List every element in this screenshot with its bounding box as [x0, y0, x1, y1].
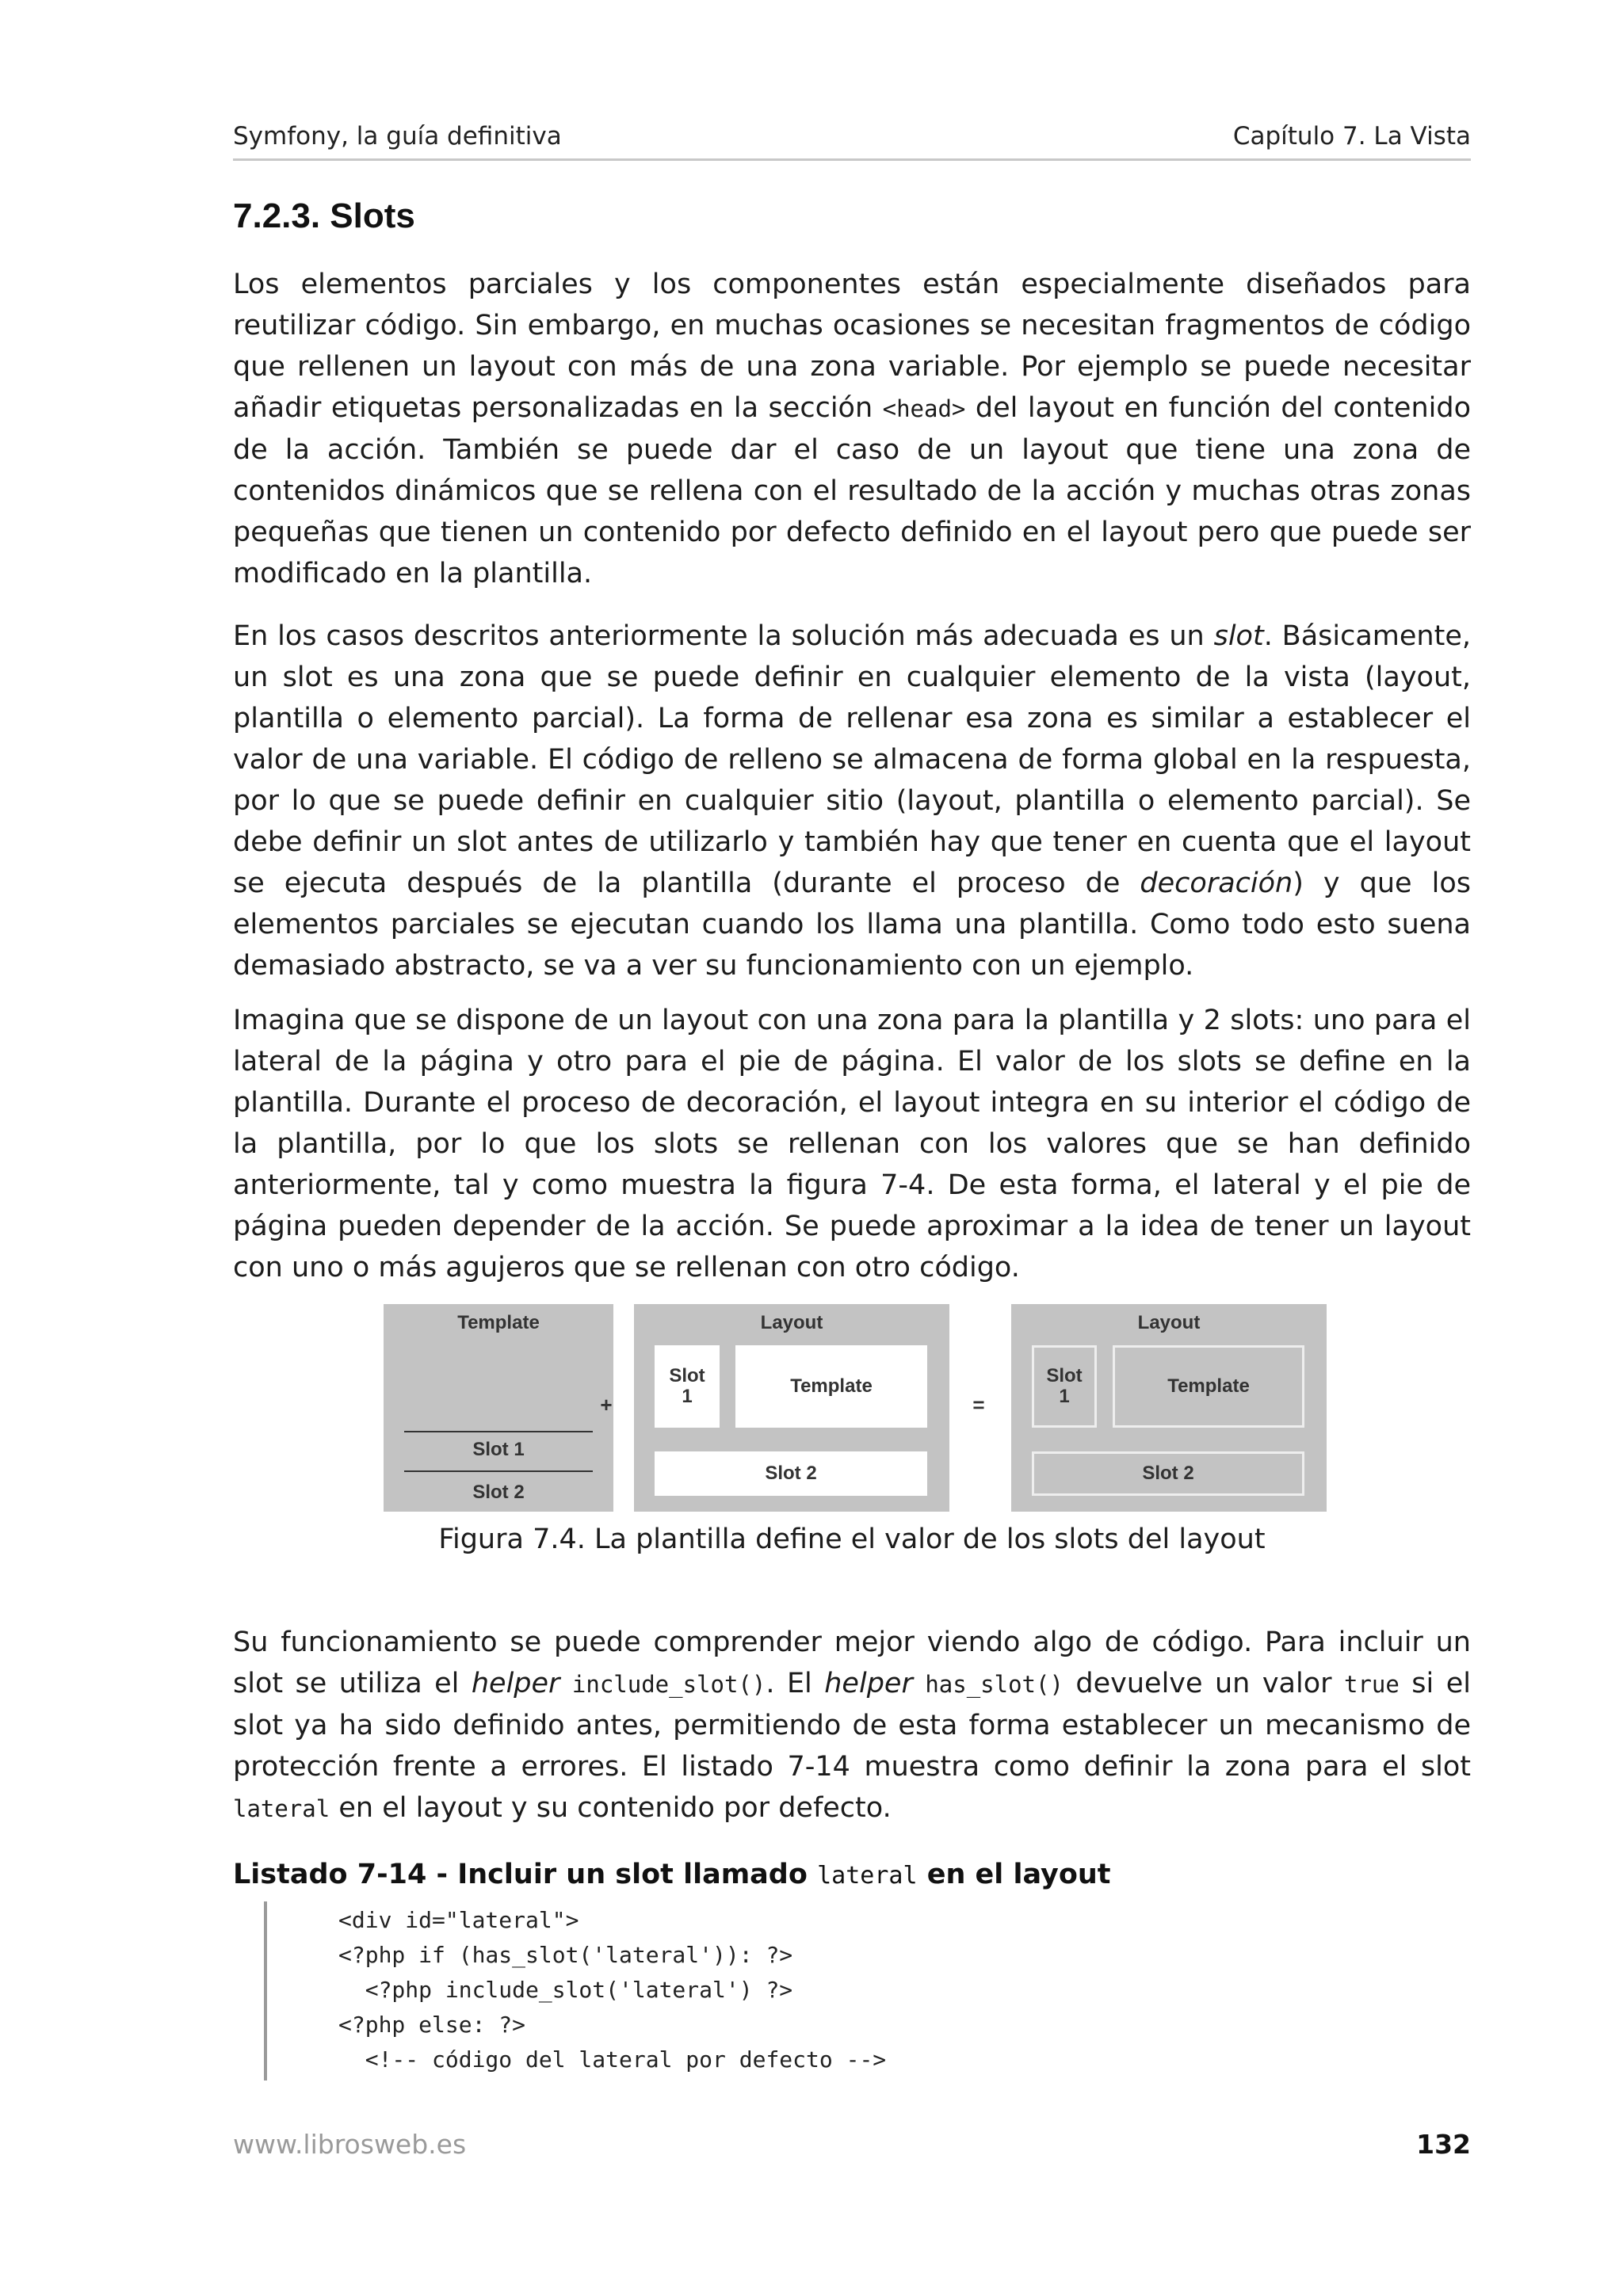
template-box-title: Template [457, 1312, 540, 1333]
paragraph-1: Los elementos parciales y los componentes están especialmente diseñados para reutilizar código. Sin embargo, en muchas ocasiones se necesitan fragmentos de código que rellenen un layout con más de una zona variable. Por ejemplo se puede necesitar añadir etiquetas personalizadas en la sección <head> del layout en función del contenido de la acción. También se puede dar el caso de un layout que tiene una zona de contenidos dinámicos que se rellena con el resultado de la acción y muchas otras zonas pequeñas que tienen un contenido por defecto definido en el layout pero que puede ser modificado en la plantilla. [233, 269, 1471, 589]
result-template-area: Template [1113, 1345, 1304, 1428]
figure-caption: Figura 7.4. La plantilla define el valor de los slots del layout [438, 1524, 1266, 1555]
separator-line [404, 1431, 593, 1432]
template-slot-1-label: Slot 1 [472, 1439, 525, 1460]
footer-url: www.librosweb.es [233, 2129, 467, 2160]
equals-sign: = [972, 1393, 985, 1417]
layout-box-title: Layout [760, 1312, 823, 1333]
result-slot-2: Slot 2 [1032, 1451, 1304, 1496]
layout-template-area: Template [735, 1345, 927, 1428]
result-box-title: Layout [1137, 1312, 1201, 1333]
code-listing [264, 1901, 1377, 2081]
book-title: Symfony, la guía definitiva [233, 122, 562, 151]
listing-title: Listado 7-14 - Incluir un slot llamado lateral en el layout [233, 1859, 1111, 1890]
template-box [384, 1304, 613, 1512]
chapter-title: Capítulo 7. La Vista [1232, 122, 1471, 151]
result-layout-box [1011, 1304, 1327, 1512]
paragraph-4: Su funcionamiento se puede comprender mejor viendo algo de código. Para incluir un slot se utiliza el helper include_slot(). El helper has_slot() devuelve un valor true si el slot ya ha sido definido antes, permitiendo de esta forma establecer un mecanismo de protección frente a errores. El listado 7-14 muestra como definir la zona para el slot lateral en el layout y su contenido por defecto. [233, 1627, 1471, 1824]
running-header [233, 119, 1471, 161]
paragraph-3: Imagina que se dispone de un layout con una zona para la plantilla y 2 slots: uno para el lateral de la página y otro para el pie de página. El valor de los slots se define en la plantilla. Durante el proceso de decoración, el layout integra en su interior el código de la plantilla, por lo que los slots se rellenan con los valores que se han definido anteriormente, tal y como muestra la figura 7-4. De esta forma, el lateral y el pie de página pueden depender de la acción. Se puede aproximar a la idea de tener un layout con uno o más agujeros que se rellenan con otro código. [233, 1005, 1471, 1283]
template-slot-2-label: Slot 2 [472, 1482, 525, 1503]
layout-slot-1: Slot 1 [655, 1345, 720, 1428]
page-number: 132 [1416, 2129, 1471, 2160]
layout-box [634, 1304, 949, 1512]
code-block: <div id="lateral"> <?php if (has_slot('lateral')): ?> <?php include_slot('lateral') ?> <?php else: ?> <!-- código del lateral por defecto --> [338, 1907, 887, 2073]
layout-slot-2: Slot 2 [655, 1451, 927, 1496]
plus-sign: + [600, 1393, 613, 1417]
section-title: 7.2.3. Slots [233, 196, 415, 235]
paragraph-2: En los casos descritos anteriormente la solución más adecuada es un slot. Básicamente, un slot es una zona que se puede definir en cualquier elemento de la vista (layout, plantilla o elemento parcial). La forma de rellenar esa zona es similar a establecer el valor de una variable. El código de relleno se almacena de forma global en la respuesta, por lo que se puede definir en cualquier sitio (layout, plantilla o elemento parcial). Se debe definir un slot antes de utilizarlo y también hay que tener en cuenta que el layout se ejecuta después de la plantilla (durante el proceso de decoración) y que los elementos parciales se ejecutan cuando los llama una plantilla. Como todo esto suena demasiado abstracto, se va a ver su funcionamiento con un ejemplo. [233, 620, 1471, 982]
result-slot-1: Slot 1 [1032, 1345, 1097, 1428]
separator-line [404, 1470, 593, 1472]
